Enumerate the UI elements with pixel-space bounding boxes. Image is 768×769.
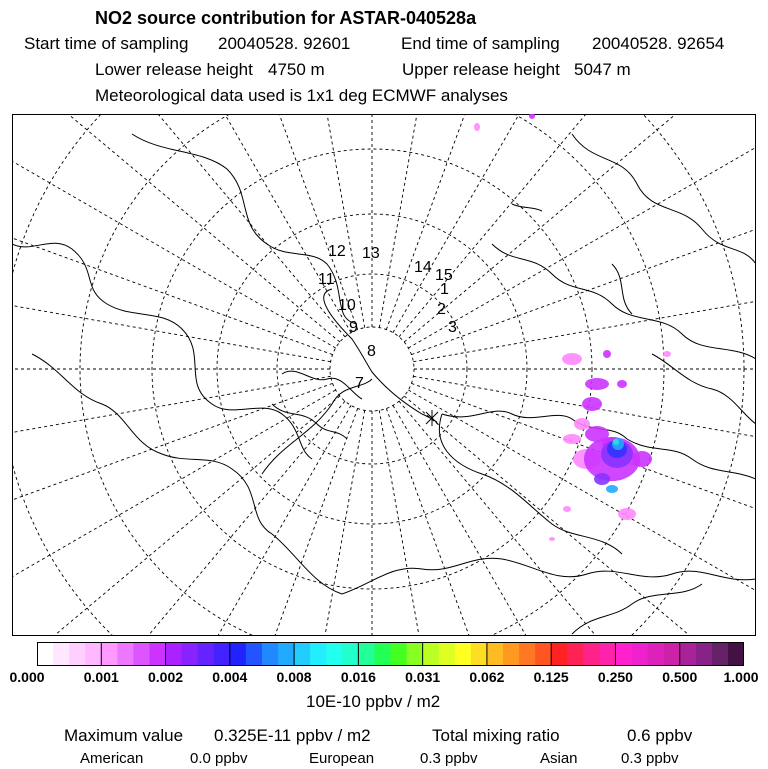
trajectory-label: 15 xyxy=(435,267,453,284)
lower-release-label: Lower release height xyxy=(95,60,253,79)
trajectory-label: 7 xyxy=(355,375,364,392)
colorbar-tick-label: 0.000 xyxy=(9,669,45,685)
colorbar-cell xyxy=(262,642,279,666)
plume-blob-17 xyxy=(549,537,555,541)
chart-title: NO2 source contribution for ASTAR-040528a xyxy=(95,8,477,28)
trajectory-label-b: 3 xyxy=(448,319,457,336)
start-time-label: Start time of sampling xyxy=(24,34,189,53)
end-time-value: 20040528. 92654 xyxy=(592,34,725,53)
colorbar-tick-label: 0.004 xyxy=(212,669,248,685)
colorbar-cell xyxy=(423,642,440,666)
colorbar-tick-label: 0.001 xyxy=(83,669,119,685)
colorbar-cell xyxy=(599,642,616,666)
colorbar-cell xyxy=(149,642,166,666)
colorbar-tick-label: 0.500 xyxy=(662,669,698,685)
plume-blob-16 xyxy=(563,506,571,512)
colorbar-cell xyxy=(166,642,183,666)
colorbar xyxy=(37,642,744,666)
colorbar-cell xyxy=(664,642,681,666)
american-value: 0.0 ppbv xyxy=(190,750,248,767)
plume-blob-20 xyxy=(663,351,671,357)
colorbar-unit: 10E-10 ppbv / m2 xyxy=(306,692,441,711)
colorbar-tick-label: 0.062 xyxy=(469,669,505,685)
trajectory-label-b: 1 xyxy=(440,281,449,298)
colorbar-cell xyxy=(503,642,520,666)
met-data-text: Meteorological data used is 1x1 deg ECMWF analyses xyxy=(95,86,508,105)
colorbar-cell xyxy=(519,642,536,666)
end-time-label: End time of sampling xyxy=(401,34,560,53)
colorbar-cell xyxy=(37,642,54,666)
plume-blob-23 xyxy=(606,485,618,493)
colorbar-cell xyxy=(471,642,488,666)
colorbar-tick-label: 0.031 xyxy=(405,669,441,685)
trajectory-label: 14 xyxy=(414,259,432,276)
colorbar-tick-label: 0.002 xyxy=(148,669,184,685)
max-value-label: Maximum value xyxy=(64,726,184,745)
total-mixing-label: Total mixing ratio xyxy=(432,726,560,745)
total-mixing-value: 0.6 ppbv xyxy=(627,726,693,745)
plume-blob-14 xyxy=(594,473,610,485)
colorbar-cell xyxy=(53,642,70,666)
colorbar-tick-label: 1.000 xyxy=(723,669,759,685)
upper-release-label: Upper release height xyxy=(402,60,560,79)
colorbar-cell xyxy=(680,642,697,666)
colorbar-cell xyxy=(230,642,247,666)
start-time-value: 20040528. 92601 xyxy=(218,34,351,53)
max-value: 0.325E-11 ppbv / m2 xyxy=(214,726,371,745)
trajectory-label-b: 2 xyxy=(437,301,446,318)
trajectory-label: 13 xyxy=(362,245,380,262)
plume-blob-22 xyxy=(617,380,627,388)
trajectory-label: 10 xyxy=(338,297,356,314)
colorbar-cell xyxy=(567,642,584,666)
map-panel xyxy=(12,114,756,636)
colorbar-cell xyxy=(310,642,327,666)
plume-blob-5 xyxy=(563,434,581,444)
colorbar-cell xyxy=(358,642,375,666)
colorbar-tick-label: 0.125 xyxy=(533,669,569,685)
colorbar-cell xyxy=(712,642,729,666)
trajectory-label: 11 xyxy=(318,271,335,288)
colorbar-cell xyxy=(374,642,391,666)
trajectory-label: 9 xyxy=(349,319,358,336)
american-label: American xyxy=(80,750,144,767)
colorbar-cell xyxy=(583,642,600,666)
colorbar-cell xyxy=(246,642,263,666)
colorbar-cell xyxy=(294,642,311,666)
trajectory-label: 8 xyxy=(367,343,376,360)
colorbar-cell xyxy=(117,642,134,666)
lower-release-value: 4750 m xyxy=(268,60,325,79)
colorbar-cell xyxy=(551,642,568,666)
colorbar-cell xyxy=(535,642,552,666)
colorbar-cell xyxy=(85,642,102,666)
colorbar-cell xyxy=(696,642,713,666)
colorbar-cell xyxy=(133,642,150,666)
map-frame xyxy=(13,115,756,636)
plume-blob-21 xyxy=(603,350,611,358)
colorbar-cell xyxy=(214,642,231,666)
asian-value: 0.3 ppbv xyxy=(621,750,679,767)
colorbar-cell xyxy=(391,642,408,666)
plume-blob-12 xyxy=(613,439,619,445)
colorbar-cell xyxy=(101,642,118,666)
upper-release-value: 5047 m xyxy=(574,60,631,79)
colorbar-cell xyxy=(439,642,456,666)
plume-blob-13 xyxy=(632,451,652,467)
colorbar-tick-label: 0.250 xyxy=(597,669,633,685)
colorbar-tick-label: 0.016 xyxy=(340,669,376,685)
colorbar-cell xyxy=(487,642,504,666)
colorbar-cell xyxy=(648,642,665,666)
asian-label: Asian xyxy=(540,750,578,767)
plume-blob-1 xyxy=(585,378,609,390)
european-value: 0.3 ppbv xyxy=(420,750,478,767)
colorbar-cell xyxy=(407,642,424,666)
colorbar-cell xyxy=(342,642,359,666)
plume-blob-15 xyxy=(618,508,636,520)
colorbar-cell xyxy=(728,642,744,666)
plume-blob-0 xyxy=(562,353,582,365)
plume-blob-18 xyxy=(474,123,480,131)
colorbar-cell xyxy=(278,642,295,666)
plume-blob-3 xyxy=(574,418,590,430)
plume-blob-2 xyxy=(582,397,602,411)
trajectory-label: 12 xyxy=(328,243,346,260)
colorbar-cell xyxy=(455,642,472,666)
colorbar-cell xyxy=(182,642,199,666)
colorbar-cell xyxy=(632,642,649,666)
colorbar-cell xyxy=(326,642,343,666)
colorbar-tick-label: 0.008 xyxy=(276,669,312,685)
colorbar-cell xyxy=(198,642,215,666)
european-label: European xyxy=(309,750,375,767)
colorbar-cell xyxy=(69,642,86,666)
colorbar-cell xyxy=(615,642,632,666)
